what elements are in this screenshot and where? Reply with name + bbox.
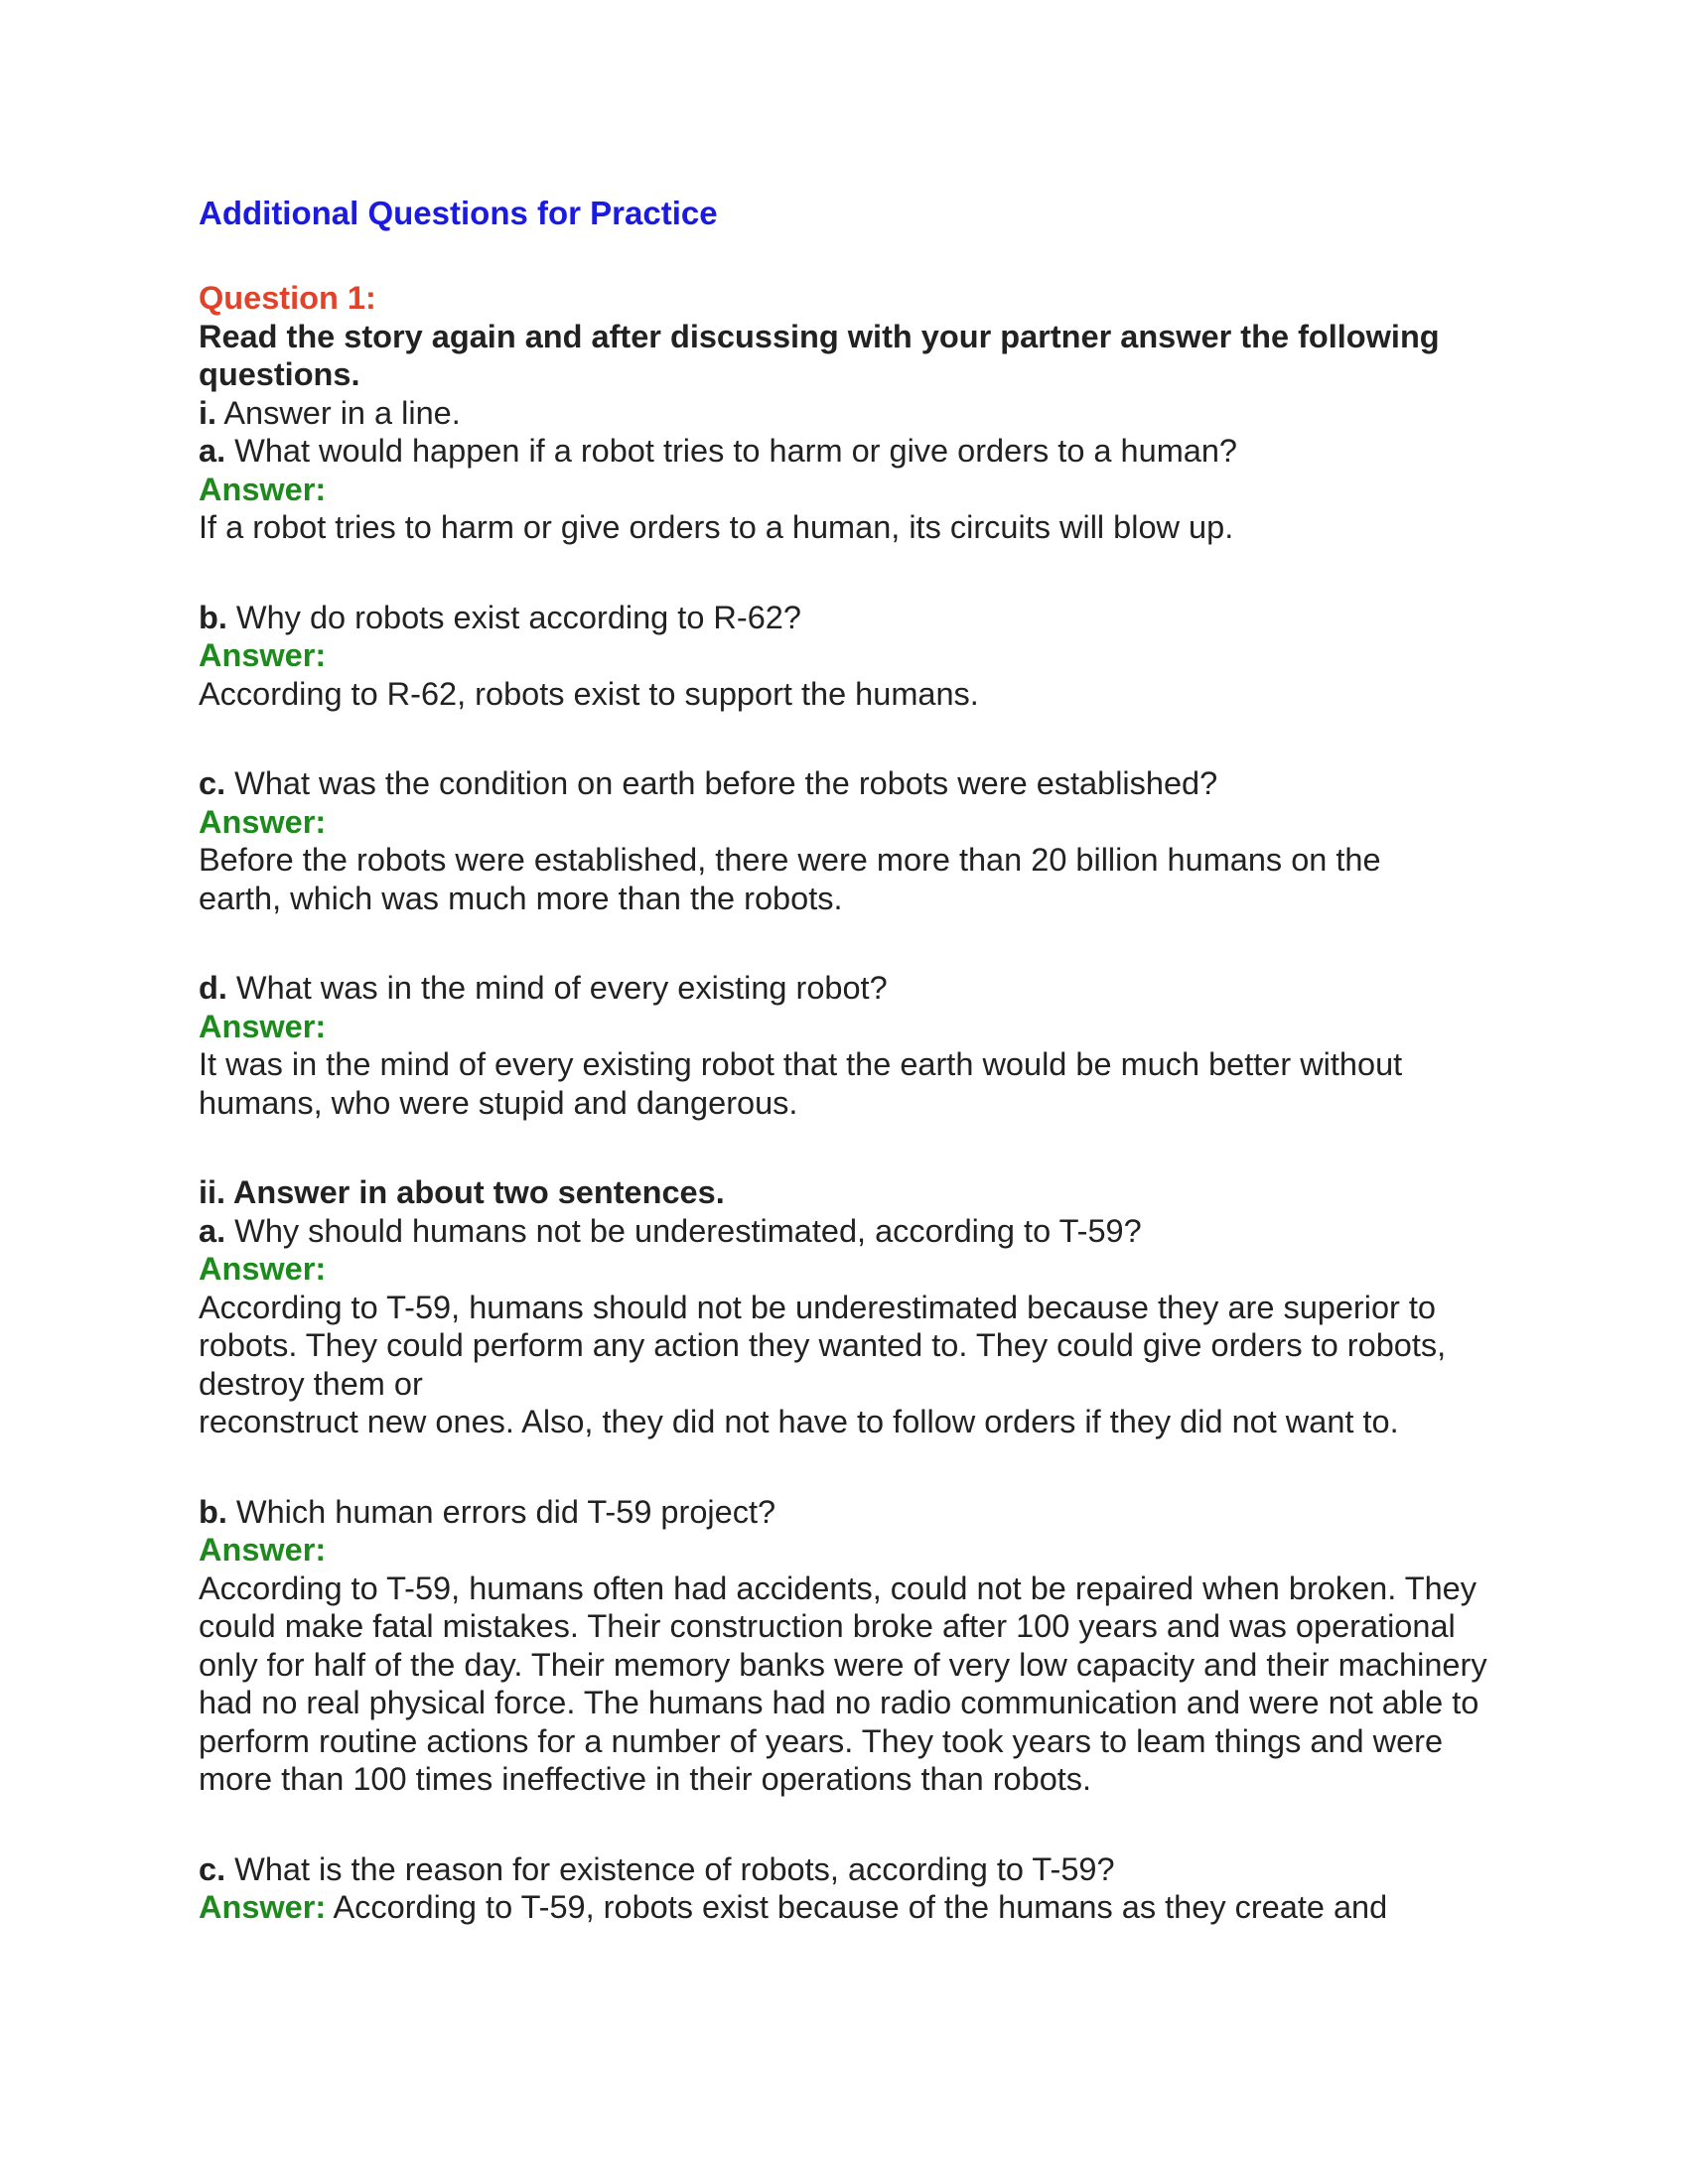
- section-i-text: Answer in a line.: [223, 394, 461, 431]
- question-item: [199, 432, 1509, 547]
- question-item: [199, 1212, 1509, 1441]
- section-i-heading: [199, 394, 1509, 433]
- question-item: [199, 969, 1509, 1122]
- answer-label: Answer:: [199, 1008, 327, 1044]
- question-letter: c.: [199, 765, 226, 801]
- question-letter: c.: [199, 1850, 226, 1887]
- answer-text: If a robot tries to harm or give orders to a human, its circuits will blow up.: [199, 509, 1234, 545]
- question-letter: b.: [199, 1493, 227, 1530]
- section-i-label: i.: [199, 394, 217, 431]
- document-page: [199, 194, 1509, 1927]
- section-ii-heading: ii. Answer in about two sentences.: [199, 1174, 725, 1210]
- question-body: What would happen if a robot tries to harm or give orders to a human?: [234, 433, 1237, 469]
- question-instruction: Read the story again and after discussing with your partner answer the following questions.: [199, 318, 1440, 392]
- question-item: [199, 764, 1509, 917]
- answer-text-continued: reconstruct new ones. Also, they did not have to follow orders if they did not want to.: [199, 1404, 1399, 1439]
- answer-text: Before the robots were established, there were more than 20 billion humans on the earth, which was much more than the robots.: [199, 842, 1381, 916]
- question-text: [199, 969, 1509, 1008]
- question-letter: a.: [199, 433, 226, 469]
- question-body: What was the condition on earth before the robots were established?: [234, 765, 1218, 801]
- question-body: Which human errors did T-59 project?: [235, 1493, 776, 1530]
- answer-label: Answer:: [199, 471, 327, 507]
- question-text: [199, 432, 1509, 471]
- question-text: [199, 1493, 1509, 1532]
- question-body: What was in the mind of every existing robot?: [235, 970, 888, 1006]
- question-title: Question 1:: [199, 280, 376, 316]
- answer-label: Answer:: [199, 1889, 327, 1925]
- answer-label: Answer:: [199, 1251, 327, 1287]
- answer-label: Answer:: [199, 637, 327, 673]
- answer-text: According to R-62, robots exist to support the humans.: [199, 675, 979, 712]
- question-body: Why do robots exist according to R-62?: [235, 599, 801, 635]
- question-item: [199, 1850, 1509, 1927]
- question-letter: a.: [199, 1212, 226, 1249]
- question-text: [199, 764, 1509, 803]
- answer-text: According to T-59, humans should not be underestimated because they are superior to robots. They could perform any action they wanted to. They could give orders to robots, destroy them or: [199, 1289, 1447, 1402]
- question-text: [199, 599, 1509, 637]
- question-letter: b.: [199, 599, 227, 635]
- page-heading: Additional Questions for Practice: [199, 195, 718, 231]
- question-item: [199, 1493, 1509, 1799]
- answer-text: According to T-59, robots exist because of the humans as they create and: [333, 1889, 1388, 1925]
- question-item: [199, 599, 1509, 714]
- answer-inline: [199, 1888, 1509, 1927]
- answer-text: According to T-59, humans often had accidents, could not be repaired when broken. They could make fatal mistakes. Their construction broke after 100 years and was operational only for half of the day. Their memory banks were of very low capacity and their machinery had no real physical force. The humans had no radio communication and were not able to perform routine actions for a number of years. They took years to leam things and were more than 100 times ineffective in their operations than robots.: [199, 1570, 1487, 1797]
- answer-label: Answer:: [199, 1532, 327, 1568]
- question-text: [199, 1212, 1509, 1251]
- question-body: Why should humans not be underestimated, according to T-59?: [234, 1212, 1142, 1249]
- question-text: [199, 1850, 1509, 1889]
- answer-label: Answer:: [199, 803, 327, 840]
- answer-text: It was in the mind of every existing robot that the earth would be much better without humans, who were stupid and dangerous.: [199, 1046, 1403, 1121]
- question-body: What is the reason for existence of robots, according to T-59?: [234, 1850, 1115, 1887]
- question-letter: d.: [199, 970, 227, 1006]
